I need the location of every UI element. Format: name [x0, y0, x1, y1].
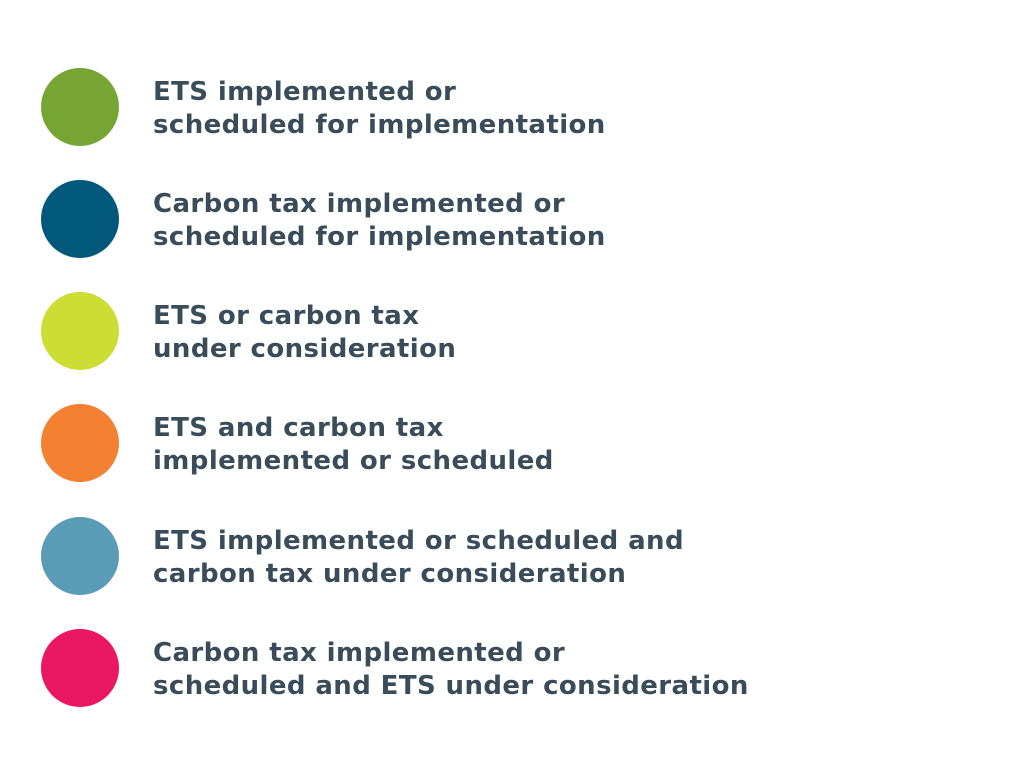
legend-label-line: under consideration	[153, 333, 457, 364]
legend-label-line: Carbon tax implemented or	[153, 189, 566, 219]
legend-swatch-tax-implemented-ets-considered	[41, 629, 119, 707]
legend-item-tax-implemented-ets-considered	[41, 629, 981, 709]
legend-item-under-consideration	[41, 292, 981, 372]
legend-item-ets-implemented-tax-considered	[41, 517, 981, 597]
legend-label-under-consideration	[153, 300, 456, 365]
legend-label-line: ETS or carbon tax	[153, 301, 420, 331]
legend-swatch-ets-and-carbon-tax	[41, 404, 119, 482]
legend-label-line: scheduled for implementation	[153, 109, 606, 140]
legend-label-line: scheduled for implementation	[153, 221, 606, 252]
legend-swatch-carbon-tax-implemented	[41, 180, 119, 258]
legend-item-ets-implemented	[41, 68, 981, 148]
legend-label-carbon-tax-implemented	[153, 188, 606, 253]
legend-label-ets-implemented-tax-considered	[153, 525, 684, 590]
legend-label-line: Carbon tax implemented or	[153, 638, 566, 668]
legend-label-line: ETS implemented or scheduled and	[153, 526, 684, 556]
legend-label-ets-implemented	[153, 76, 606, 141]
legend-label-line: scheduled and ETS under consideration	[153, 670, 749, 701]
legend-item-carbon-tax-implemented	[41, 180, 981, 260]
legend-label-ets-and-carbon-tax	[153, 412, 554, 477]
legend-label-line: carbon tax under consideration	[153, 558, 627, 589]
legend-swatch-ets-implemented-tax-considered	[41, 517, 119, 595]
legend-label-line: ETS and carbon tax	[153, 413, 444, 443]
legend-label-line: implemented or scheduled	[153, 445, 554, 476]
legend-label-tax-implemented-ets-considered	[153, 637, 749, 702]
legend-label-line: ETS implemented or	[153, 77, 457, 107]
legend-swatch-ets-implemented	[41, 68, 119, 146]
legend-swatch-under-consideration	[41, 292, 119, 370]
legend-item-ets-and-carbon-tax	[41, 404, 981, 484]
